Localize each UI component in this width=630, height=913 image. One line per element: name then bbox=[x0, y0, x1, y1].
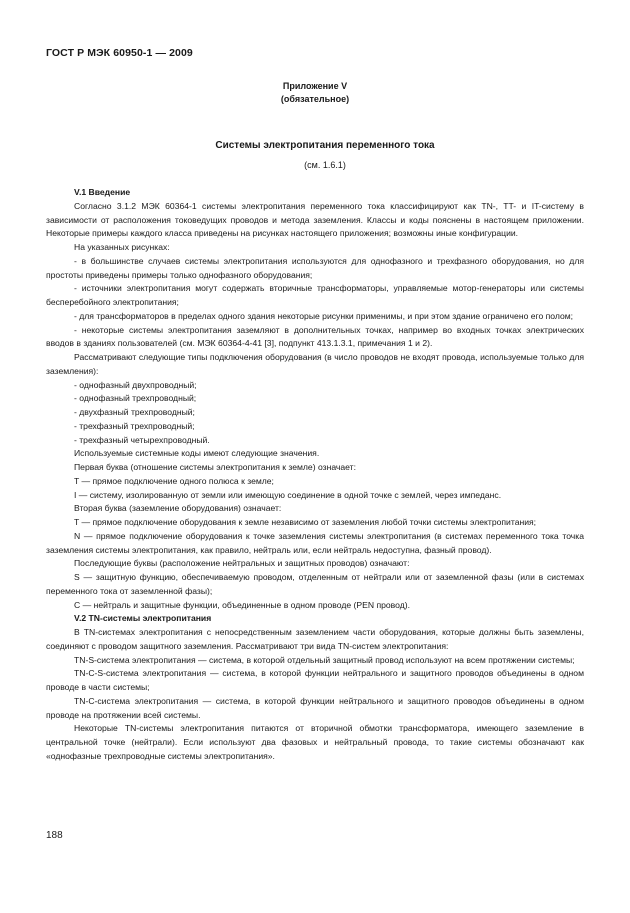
paragraph: I — систему, изолированную от земли или имеющую соединение в одной точке с землей, через импеданс. bbox=[74, 489, 502, 500]
document-header: ГОСТ Р МЭК 60950-1 — 2009 bbox=[46, 47, 193, 59]
section-heading: V.1 Введение bbox=[74, 187, 131, 197]
paragraph: T — прямое подключение оборудования к земле независимо от заземления любой точки системы электропитания; bbox=[74, 517, 537, 527]
paragraph: Первая буква (отношение системы электропитания к земле) означает: bbox=[74, 462, 356, 472]
paragraph: - двухфазный трехпроводный; bbox=[74, 407, 195, 417]
paragraph: Используемые системные коды имеют следующие значения. bbox=[74, 448, 320, 459]
annex-status: (обязательное) bbox=[280, 94, 350, 104]
section-heading: V.2 TN-системы электропитания bbox=[74, 613, 212, 624]
annex-name: Приложение V bbox=[282, 81, 348, 91]
annex-heading bbox=[0, 80, 630, 106]
paragraph: - для трансформаторов в пределах одного здания некоторые рисунки применимы, и при этом здание ограничено его полом; bbox=[74, 310, 574, 321]
paragraph: TN-C-система электропитания — система, в которой функции нейтрального и защитного проводов объединены в одном проводе на протяжении всей системы. bbox=[46, 695, 584, 720]
paragraph: - источники электропитания могут содержать вторичные трансформаторы, управляемые мотор-генераторы или системы бесперебойного электропитания; bbox=[46, 283, 584, 307]
section-title: Системы электропитания переменного тока bbox=[215, 140, 435, 151]
paragraph: - трехфазный трехпроводный; bbox=[74, 420, 195, 431]
paragraph: - однофазный двухпроводный; bbox=[74, 379, 197, 390]
body-text bbox=[46, 186, 584, 764]
paragraph: Последующие буквы (расположение нейтральных и защитных проводов) означают: bbox=[74, 558, 410, 569]
paragraph: Рассматривают следующие типы подключения оборудования (в число проводов не входят провода, используемые только для заземления): bbox=[46, 352, 584, 376]
paragraph: - некоторые системы электропитания заземляют в дополнительных точках, например во входных точках электрических вводов в зданиях пользователей (см. МЭК 60364-4-41 [3], подпункт 413.1.3.1, примечания 1 и 2). bbox=[46, 324, 584, 349]
paragraph: Согласно 3.1.2 МЭК 60364-1 системы электропитания переменного тока классифицируют как TN-, TT- и IT-систему в зависимости от расположения токоведущих проводов и метода заземления. Классы и коды пояснены в настоящем приложении. Некоторые примеры каждого класса приведены на рисунках настоящего приложения; возможны иные конфигурации. bbox=[46, 200, 584, 239]
paragraph: Некоторые TN-системы электропитания питаются от вторичной обмотки трансформатора, имеющего заземление в центральной точке (нейтрали). Если используют два фазовых и нейтральный провода, то такие системы обозначают как «однофазные трехпроводные системы электропитания». bbox=[46, 723, 584, 761]
paragraph: TN-C-S-система электропитания — система, в которой функции нейтрального и защитного проводов объединены в одном проводе в части системы; bbox=[46, 668, 584, 692]
paragraph: S — защитную функцию, обеспечиваемую проводом, отделенным от нейтрали или от заземленной фазы (или в системах переменного тока от заземленной фазы); bbox=[46, 572, 584, 596]
paragraph: T — прямое подключение одного полюса к земле; bbox=[74, 475, 274, 486]
paragraph: Вторая буква (заземление оборудования) означает: bbox=[74, 503, 282, 514]
page-number: 188 bbox=[46, 830, 63, 841]
paragraph: TN-S-система электропитания — система, в которой отдельный защитный провод используют на всем протяжении системы; bbox=[74, 654, 575, 665]
paragraph: - однофазный трехпроводный; bbox=[74, 393, 197, 404]
paragraph: На указанных рисунках: bbox=[74, 242, 170, 252]
paragraph: - трехфазный четырехпроводный. bbox=[74, 434, 210, 445]
paragraph: N — прямое подключение оборудования к точке заземления системы электропитания (в системах переменного тока точка заземления системы электропитания, как правило, нейтраль или, если нейтраль недоступна, фазный провод). bbox=[46, 530, 584, 555]
section-reference: (см. 1.6.1) bbox=[304, 160, 346, 170]
paragraph: - в большинстве случаев системы электропитания используются для однофазного и трехфазного оборудования, но для простоты приведены примеры только однофазного оборудования; bbox=[46, 255, 584, 280]
paragraph: C — нейтраль и защитные функции, объединенные в одном проводе (PEN провод). bbox=[74, 599, 410, 610]
paragraph: В TN-системах электропитания с непосредственным заземлением части оборудования, которые должны быть заземлены, соединяют с проводом защитного заземления. Рассматривают три вида TN-систем электропитания: bbox=[46, 627, 584, 651]
